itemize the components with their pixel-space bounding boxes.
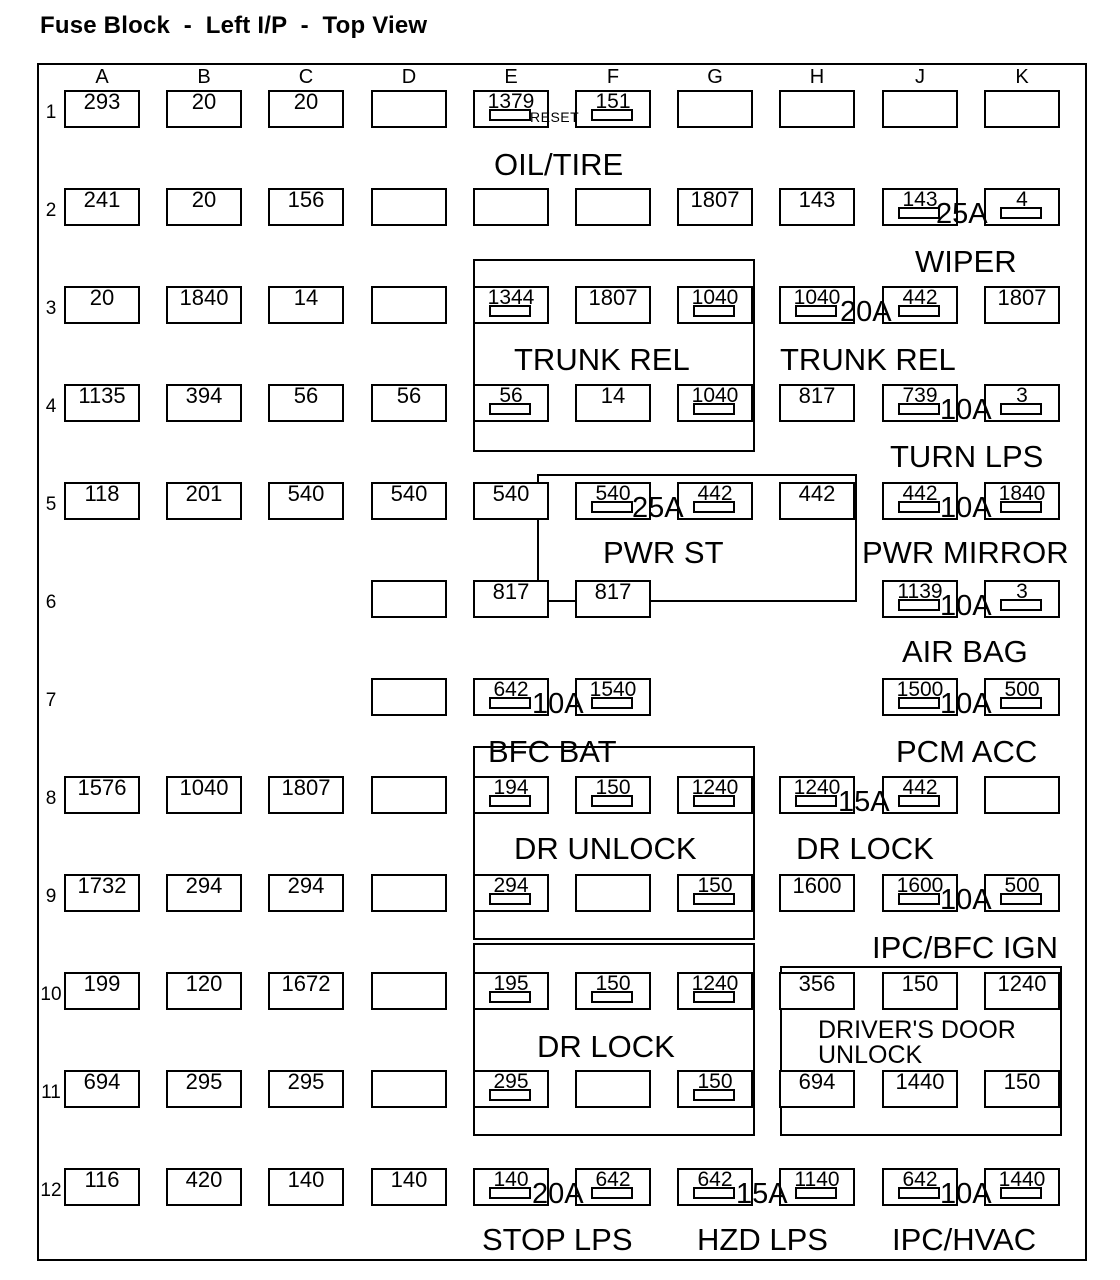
amp-rating-12jk: 10A	[940, 1178, 992, 1210]
fuse-cavity-10b	[166, 972, 242, 1010]
fuse-cavity-3k	[984, 286, 1060, 324]
circuit-number: 120	[185, 971, 223, 996]
circuit-number: 1807	[588, 285, 638, 310]
fuse-cavity-8e	[473, 776, 549, 814]
circuit-number: 294	[493, 874, 529, 897]
page-title: Fuse Block - Left I/P - Top View	[40, 12, 428, 39]
column-header-b: B	[197, 66, 211, 88]
fuse-cavity-5g	[677, 482, 753, 520]
circuit-number: 540	[492, 481, 530, 506]
label-oil-tire: OIL/TIRE	[494, 147, 624, 182]
circuit-number: 642	[697, 1168, 733, 1191]
label-hzd-lps: HZD LPS	[697, 1222, 828, 1257]
circuit-number: 420	[185, 1167, 223, 1192]
fuse-cavity-6d	[371, 580, 447, 618]
fuse-cavity-3f	[575, 286, 651, 324]
circuit-number: 817	[594, 579, 632, 604]
fuse-cavity-2b	[166, 188, 242, 226]
circuit-number: 1807	[281, 775, 331, 800]
fuse-cavity-4c	[268, 384, 344, 422]
row-header-11: 11	[41, 1082, 61, 1103]
fuse-cavity-5e	[473, 482, 549, 520]
amp-rating-7ef: 10A	[532, 688, 584, 720]
fuse-cavity-4a	[64, 384, 140, 422]
row-header-4: 4	[45, 396, 57, 417]
circuit-number: 1807	[997, 285, 1047, 310]
fuse-cavity-8f	[575, 776, 651, 814]
fuse-cavity-7f	[575, 678, 651, 716]
column-header-f: F	[606, 66, 620, 88]
row-header-3: 3	[45, 298, 57, 319]
circuit-number: 540	[595, 482, 631, 505]
column-header-j: J	[915, 66, 925, 88]
label-dr-lock-2: DR LOCK	[537, 1029, 675, 1064]
label-stop-lps: STOP LPS	[482, 1222, 633, 1257]
label-pwr-mirror: PWR MIRROR	[862, 535, 1069, 570]
row-header-8: 8	[45, 788, 57, 809]
fuse-cavity-4e	[473, 384, 549, 422]
fuse-cavity-1c	[268, 90, 344, 128]
row-header-5: 5	[45, 494, 57, 515]
row-header-2: 2	[45, 200, 57, 221]
fuse-cavity-1a	[64, 90, 140, 128]
circuit-number: 56	[293, 383, 319, 408]
fuse-cavity-4d	[371, 384, 447, 422]
fuse-cavity-12c	[268, 1168, 344, 1206]
circuit-number: 56	[499, 384, 523, 407]
circuit-number: 116	[84, 1167, 120, 1192]
circuit-number: 14	[600, 383, 626, 408]
fuse-cavity-5c	[268, 482, 344, 520]
fuse-cavity-3c	[268, 286, 344, 324]
fuse-cavity-12h	[779, 1168, 855, 1206]
fuse-cavity-10c	[268, 972, 344, 1010]
fuse-cavity-11h	[779, 1070, 855, 1108]
circuit-number: 642	[595, 1168, 631, 1191]
label-trunk-rel-1: TRUNK REL	[514, 342, 690, 377]
fuse-cavity-9d	[371, 874, 447, 912]
label-drivers-door: DRIVER'S DOOR	[818, 1016, 1016, 1044]
circuit-number: 4	[1016, 188, 1028, 211]
amp-rating-5jk: 10A	[940, 492, 992, 524]
fuse-cavity-4h	[779, 384, 855, 422]
fuse-cavity-1f	[575, 90, 651, 128]
fuse-cavity-9a	[64, 874, 140, 912]
circuit-number: 140	[287, 1167, 325, 1192]
circuit-number: 1600	[896, 874, 944, 897]
fuse-cavity-4b	[166, 384, 242, 422]
circuit-number: 14	[293, 285, 319, 310]
fuse-cavity-1h	[779, 90, 855, 128]
fuse-cavity-11g	[677, 1070, 753, 1108]
fuse-cavity-8a	[64, 776, 140, 814]
circuit-number: 1240	[997, 971, 1047, 996]
fuse-cavity-3d	[371, 286, 447, 324]
circuit-number: 20	[191, 89, 217, 114]
circuit-number: 143	[798, 187, 836, 212]
circuit-number: 540	[390, 481, 428, 506]
circuit-number: 1040	[793, 286, 841, 309]
column-header-g: G	[707, 66, 723, 88]
fuse-cavity-6e	[473, 580, 549, 618]
circuit-number: 1540	[589, 678, 637, 701]
fuse-cavity-11b	[166, 1070, 242, 1108]
fuse-cavity-1k	[984, 90, 1060, 128]
circuit-number: 140	[390, 1167, 428, 1192]
fuse-cavity-2g	[677, 188, 753, 226]
circuit-number: 140	[493, 1168, 529, 1191]
fuse-cavity-9g	[677, 874, 753, 912]
fuse-cavity-5b	[166, 482, 242, 520]
circuit-number: 1040	[691, 384, 739, 407]
circuit-number: 150	[901, 971, 939, 996]
fuse-cavity-10j	[882, 972, 958, 1010]
circuit-number: 150	[697, 874, 733, 897]
fuse-cavity-8g	[677, 776, 753, 814]
circuit-number: 1139	[897, 580, 943, 603]
circuit-number: 194	[493, 776, 529, 799]
label-pwr-st: PWR ST	[603, 535, 724, 570]
circuit-number: 20	[293, 89, 319, 114]
fuse-cavity-10h	[779, 972, 855, 1010]
circuit-number: 150	[1003, 1069, 1041, 1094]
label-wiper: WIPER	[915, 244, 1017, 279]
label-pcm-acc: PCM ACC	[896, 734, 1038, 769]
circuit-number: 1040	[179, 775, 229, 800]
circuit-number: 694	[798, 1069, 836, 1094]
fuse-cavity-11j	[882, 1070, 958, 1108]
fuse-cavity-6f	[575, 580, 651, 618]
fuse-cavity-1g	[677, 90, 753, 128]
amp-rating-4jk: 10A	[940, 394, 992, 426]
circuit-number: 442	[798, 481, 836, 506]
circuit-number: 118	[84, 481, 120, 506]
amp-rating-9jk: 10A	[940, 884, 992, 916]
label-dr-lock-1: DR LOCK	[796, 831, 934, 866]
row-header-12: 12	[40, 1180, 62, 1201]
label-unlock: UNLOCK	[818, 1041, 923, 1069]
label-air-bag: AIR BAG	[902, 634, 1028, 669]
fuse-cavity-1d	[371, 90, 447, 128]
fuse-cavity-10g	[677, 972, 753, 1010]
circuit-number: 3	[1016, 384, 1028, 407]
fuse-cavity-3a	[64, 286, 140, 324]
fuse-cavity-8k	[984, 776, 1060, 814]
circuit-number: 293	[83, 89, 121, 114]
circuit-number: 1344	[487, 286, 535, 309]
fuse-cavity-9e	[473, 874, 549, 912]
circuit-number: 294	[287, 873, 325, 898]
amp-rating-7jk: 10A	[940, 688, 992, 720]
fuse-cavity-1j	[882, 90, 958, 128]
circuit-number: 1240	[691, 972, 739, 995]
circuit-number: 1600	[792, 873, 842, 898]
column-header-h: H	[809, 66, 825, 88]
fuse-cavity-2h	[779, 188, 855, 226]
circuit-number: 1379	[487, 90, 535, 113]
circuit-number: 56	[396, 383, 422, 408]
fuse-cavity-12a	[64, 1168, 140, 1206]
circuit-number: 150	[595, 776, 631, 799]
fuse-cavity-2a	[64, 188, 140, 226]
amp-rating-12ef: 20A	[532, 1178, 584, 1210]
fuse-cavity-10k	[984, 972, 1060, 1010]
circuit-number: 295	[493, 1070, 529, 1093]
circuit-number: 1240	[793, 776, 841, 799]
amp-rating-5fg: 25A	[632, 492, 684, 524]
circuit-number: 1576	[77, 775, 127, 800]
circuit-number: 394	[185, 383, 223, 408]
fuse-cavity-2e	[473, 188, 549, 226]
circuit-number: 1840	[998, 482, 1046, 505]
circuit-number: 143	[902, 188, 938, 211]
fuse-cavity-5h	[779, 482, 855, 520]
column-header-a: A	[95, 66, 109, 88]
fuse-cavity-12b	[166, 1168, 242, 1206]
fuse-cavity-12d	[371, 1168, 447, 1206]
label-turn-lps: TURN LPS	[890, 439, 1044, 474]
amp-rating-8hj: 15A	[838, 786, 890, 818]
column-header-e: E	[504, 66, 518, 88]
fuse-cavity-7d	[371, 678, 447, 716]
fuse-cavity-4k	[984, 384, 1060, 422]
fuse-cavity-9c	[268, 874, 344, 912]
fuse-cavity-9f	[575, 874, 651, 912]
circuit-number: 500	[1004, 678, 1040, 701]
row-header-9: 9	[45, 886, 57, 907]
circuit-number: 442	[902, 286, 938, 309]
circuit-number: 442	[902, 776, 938, 799]
circuit-number: 642	[493, 678, 529, 701]
circuit-number: 156	[287, 187, 325, 212]
fuse-cavity-2c	[268, 188, 344, 226]
circuit-number: 1500	[896, 678, 944, 701]
fuse-cavity-10f	[575, 972, 651, 1010]
circuit-number: 151	[595, 90, 631, 113]
fuse-cavity-2d	[371, 188, 447, 226]
fuse-cavity-2f	[575, 188, 651, 226]
circuit-number: 739	[902, 384, 938, 407]
fuse-cavity-2k	[984, 188, 1060, 226]
circuit-number: 150	[697, 1070, 733, 1093]
circuit-number: 356	[798, 971, 836, 996]
fuse-cavity-11a	[64, 1070, 140, 1108]
fuse-cavity-8j	[882, 776, 958, 814]
fuse-cavity-9k	[984, 874, 1060, 912]
amp-rating-2jk: 25A	[936, 198, 988, 230]
circuit-number: 642	[902, 1168, 938, 1191]
fuse-cavity-5k	[984, 482, 1060, 520]
fuse-cavity-5d	[371, 482, 447, 520]
circuit-number: 694	[83, 1069, 121, 1094]
circuit-number: 1135	[78, 383, 126, 408]
circuit-number: 295	[185, 1069, 223, 1094]
fuse-cavity-11c	[268, 1070, 344, 1108]
amp-rating-3hj: 20A	[840, 296, 892, 328]
circuit-number: 195	[493, 972, 529, 995]
fuse-cavity-6k	[984, 580, 1060, 618]
circuit-number: 150	[595, 972, 631, 995]
label-ipc-bfc-ign: IPC/BFC IGN	[872, 930, 1059, 965]
fuse-cavity-11f	[575, 1070, 651, 1108]
fuse-cavity-5a	[64, 482, 140, 520]
circuit-number: 241	[83, 187, 121, 212]
fuse-cavity-8c	[268, 776, 344, 814]
circuit-number: 1140	[794, 1168, 840, 1191]
fuse-cavity-11k	[984, 1070, 1060, 1108]
fuse-cavity-9b	[166, 874, 242, 912]
fuse-cavity-3j	[882, 286, 958, 324]
row-header-1: 1	[45, 102, 57, 123]
fuse-cavity-10d	[371, 972, 447, 1010]
circuit-number: 3	[1016, 580, 1028, 603]
circuit-number: 1672	[281, 971, 331, 996]
label-bfc-bat: BFC BAT	[488, 734, 617, 769]
fuse-cavity-1b	[166, 90, 242, 128]
circuit-number: 1440	[998, 1168, 1046, 1191]
row-header-6: 6	[45, 592, 57, 613]
label-dr-unlock: DR UNLOCK	[514, 831, 697, 866]
row-header-7: 7	[45, 690, 57, 711]
circuit-number: 294	[185, 873, 223, 898]
circuit-number: 1732	[77, 873, 127, 898]
circuit-number: 199	[83, 971, 121, 996]
fuse-cavity-10e	[473, 972, 549, 1010]
circuit-number: 442	[697, 482, 733, 505]
fuse-cavity-11e	[473, 1070, 549, 1108]
fuse-cavity-12k	[984, 1168, 1060, 1206]
amp-rating-6jk: 10A	[940, 590, 992, 622]
column-header-d: D	[401, 66, 417, 88]
fuse-cavity-12f	[575, 1168, 651, 1206]
circuit-number: 1040	[691, 286, 739, 309]
circuit-number: 817	[798, 383, 836, 408]
fuse-cavity-3e	[473, 286, 549, 324]
circuit-number: 1240	[691, 776, 739, 799]
label-ipc-hvac: IPC/HVAC	[892, 1222, 1037, 1257]
circuit-number: 442	[902, 482, 938, 505]
row-header-10: 10	[40, 984, 62, 1005]
fuse-cavity-8d	[371, 776, 447, 814]
circuit-number: 817	[492, 579, 530, 604]
circuit-number: 1840	[179, 285, 229, 310]
circuit-number: 500	[1004, 874, 1040, 897]
fuse-cavity-7k	[984, 678, 1060, 716]
fuse-cavity-11d	[371, 1070, 447, 1108]
circuit-number: 1807	[690, 187, 740, 212]
fuse-cavity-9h	[779, 874, 855, 912]
fuse-cavity-3g	[677, 286, 753, 324]
circuit-number: 20	[89, 285, 115, 310]
circuit-number: 201	[185, 481, 223, 506]
fuse-cavity-8b	[166, 776, 242, 814]
column-header-k: K	[1015, 66, 1029, 88]
reset-label: RESET	[530, 109, 580, 125]
circuit-number: 1440	[895, 1069, 945, 1094]
circuit-number: 295	[287, 1069, 325, 1094]
fuse-cavity-4f	[575, 384, 651, 422]
label-trunk-rel-2: TRUNK REL	[780, 342, 956, 377]
fuse-cavity-3b	[166, 286, 242, 324]
fuse-cavity-10a	[64, 972, 140, 1010]
fuse-cavity-4g	[677, 384, 753, 422]
column-header-c: C	[298, 66, 314, 88]
circuit-number: 20	[191, 187, 217, 212]
amp-rating-12gh: 15A	[736, 1178, 788, 1210]
circuit-number: 540	[287, 481, 325, 506]
